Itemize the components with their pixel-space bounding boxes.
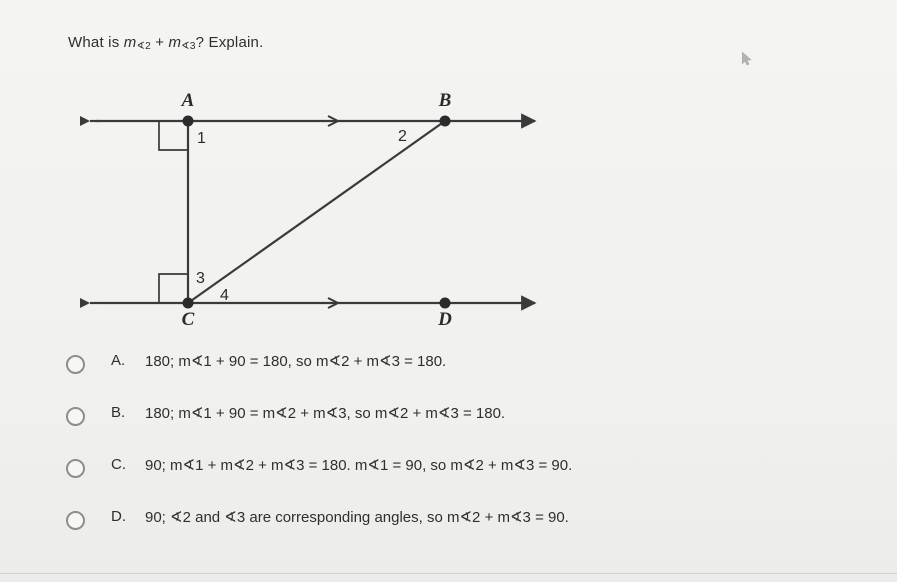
segment-cb xyxy=(188,121,445,303)
radio-button-b[interactable] xyxy=(66,407,85,426)
label-angle-3: 3 xyxy=(196,270,205,287)
right-angle-mark-c xyxy=(159,274,188,303)
label-angle-2: 2 xyxy=(398,128,407,145)
choice-c[interactable] xyxy=(60,456,860,508)
right-angle-mark-a xyxy=(159,121,188,150)
choice-text-b: 180; m∢1 + 90 = m∢2 + m∢3, so m∢2 + m∢3 = 180. xyxy=(145,405,506,422)
choice-d[interactable] xyxy=(60,508,860,560)
question-prefix: What is xyxy=(68,34,124,51)
point-c xyxy=(183,298,194,309)
label-c: C xyxy=(181,309,195,330)
choice-text-a: 180; m∢1 + 90 = 180, so m∢2 + m∢3 = 180. xyxy=(145,353,447,370)
line-cd xyxy=(80,298,535,308)
question-suffix: ? Explain. xyxy=(195,34,264,51)
choice-text-d: 90; ∢2 and ∢3 are corresponding angles, so m∢2 + m∢3 = 90. xyxy=(145,509,569,526)
label-angle-1: 1 xyxy=(197,130,206,147)
choice-letter-c: C. xyxy=(111,456,126,473)
choice-letter-b: B. xyxy=(111,404,126,421)
radio-button-c[interactable] xyxy=(66,459,85,478)
line-ab xyxy=(80,116,535,126)
question-mid: + xyxy=(150,34,169,51)
mouse-cursor-icon xyxy=(742,52,752,65)
choice-letter-d: D. xyxy=(111,508,126,525)
question-sub-a: ∢2 xyxy=(136,41,151,52)
label-a: A xyxy=(181,90,195,111)
choice-a[interactable] xyxy=(60,352,860,404)
choice-letter-a: A. xyxy=(111,352,126,369)
label-b: B xyxy=(438,90,452,111)
page-divider xyxy=(0,573,897,574)
question-prompt xyxy=(68,34,263,52)
answer-choices xyxy=(60,352,860,560)
figure-svg xyxy=(60,78,580,338)
choice-b[interactable] xyxy=(60,404,860,456)
question-expr-a: m xyxy=(123,34,137,51)
radio-button-a[interactable] xyxy=(66,355,85,374)
point-b xyxy=(440,116,451,127)
label-angle-4: 4 xyxy=(220,287,229,304)
question-expr-b: m xyxy=(168,34,182,51)
point-a xyxy=(183,116,194,127)
label-d: D xyxy=(438,309,452,330)
question-sub-b: ∢3 xyxy=(181,41,196,52)
radio-button-d[interactable] xyxy=(66,511,85,530)
point-d xyxy=(440,298,451,309)
geometry-figure xyxy=(60,78,580,338)
choice-text-c: 90; m∢1 + m∢2 + m∢3 = 180. m∢1 = 90, so m∢2 + m∢3 = 90. xyxy=(145,457,573,474)
